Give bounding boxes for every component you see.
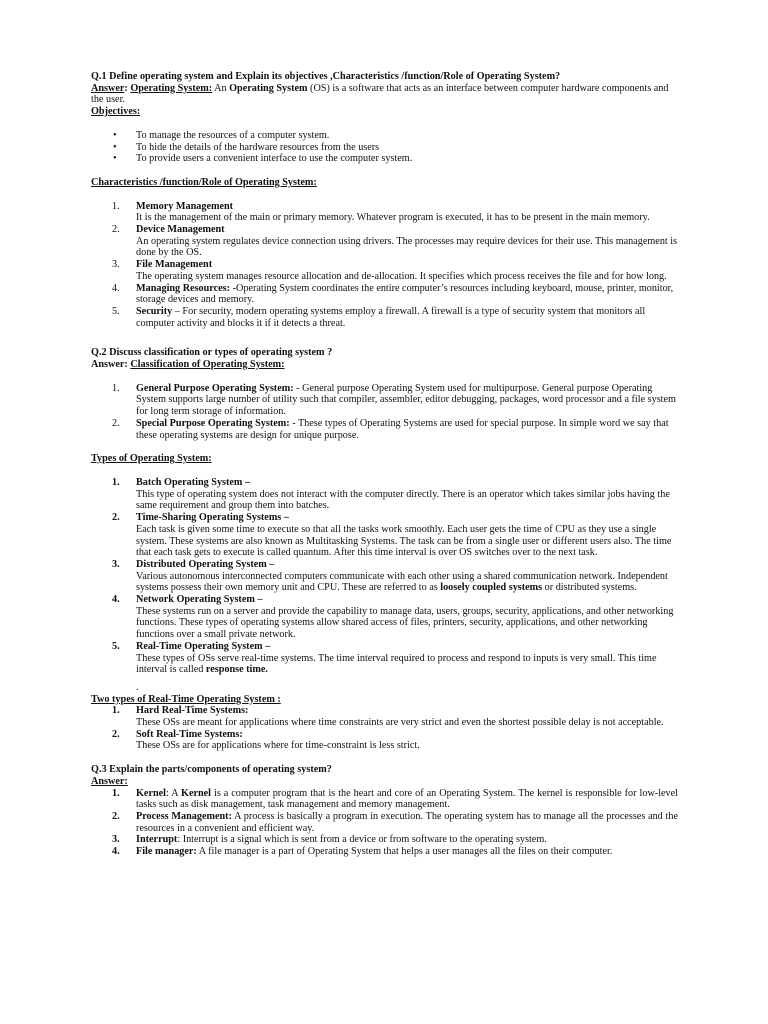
types-list (91, 477, 678, 676)
list-item: 4. Network Operating System – These systems run on a server and provide the capability to manage data, users, groups, security, applications, and other networking functions. These types of operating systems allow shared access of files, printers, security, applications, and other networking functions over a small private network. (112, 594, 674, 641)
list-item: 2. Soft Real-Time Systems: These OSs are for applications where for time-constraint is less strict. (112, 728, 420, 752)
answer-label: Answer (91, 82, 125, 94)
components-list (91, 788, 678, 858)
objectives-list (91, 130, 678, 165)
list-item: 3. Distributed Operating System – Various autonomous interconnected computers communicate with each other using a shared communication network. Independent systems possess their own memory unit and CPU. These are referred to as loosely coupled systems or distributed systems. (112, 558, 668, 594)
os-term: Operating System: (130, 82, 213, 94)
q1-answer: Answer: Operating System: An Operating System (OS) is a software that acts as an interface between computer hardware components and the user. (91, 82, 669, 106)
stray-dot: . (136, 681, 139, 693)
list-item: 2. Device Management An operating system regulates device connection using drivers. The processes may require devices for their use. This management is done by the OS. (112, 224, 678, 259)
q3-answer-label: Answer: (91, 775, 128, 787)
list-item: 2. Process Management: A process is basically a program in execution. The operating system has to manage all the processes and the resources in a convenient and efficient way. (112, 810, 678, 834)
list-item: 3. Interrupt: Interrupt is a signal which is sent from a device or from software to the operating system. (112, 834, 547, 846)
document-page (91, 71, 678, 858)
list-item: 5. Real-Time Operating System – These types of OSs serve real-time systems. The time interval required to process and respond to inputs is very small. This time interval is called response time. (112, 640, 657, 676)
classification-list (91, 383, 678, 442)
classification-heading: Classification of Operating System: (130, 359, 285, 371)
list-item: 3. File Management The operating system manages resource allocation and de-allocation. It specifies which process receives the file and for how long. (112, 259, 667, 282)
list-item: 1. Memory Management It is the management of the main or primary memory. Whatever program is executed, it has to be present in the main memory. (112, 200, 650, 224)
list-item: 1. Batch Operating System – This type of operating system does not interact with the computer directly. There is an operator which takes similar jobs having the same requirement and group them into batches. (112, 476, 670, 512)
objectives-heading: Objectives: (91, 106, 141, 118)
realtime-list (91, 705, 678, 752)
characteristics-list (91, 201, 678, 330)
question-3: Q.3 Explain the parts/components of operating system? (91, 764, 332, 776)
list-item: 1. Hard Real-Time Systems: These OSs are meant for applications where time constraints are very strict and even the shortest possible delay is not acceptable. (112, 705, 664, 729)
list-item: 1. Kernel: A Kernel is a computer program that is the heart and core of an Operating System. The kernel is responsible for low-level tasks such as disk management, task management and memory management. (112, 787, 678, 811)
q2-answer: Answer: Classification of Operating System: (91, 359, 285, 371)
list-item: 1. General Purpose Operating System: - General purpose Operating System used for multipurpose. General purpose Operating System supports large number of utility such that compiler, assembler, editor debugging, packages, word processor and a file system for long term storage of information. (112, 382, 676, 418)
list-item: 2. Special Purpose Operating System: - These types of Operating Systems are used for special purpose. In simple word we say that these operating systems are design for unique purpose. (112, 417, 669, 441)
list-item: 4. File manager: A file manager is a part of Operating System that helps a user manages all the files on their computer. (112, 846, 613, 858)
list-item: • To provide users a convenient interface to use the computer system. (91, 153, 678, 165)
question-1: Q.1 Define operating system and Explain its objectives ,Characteristics /function/Role of Operating System? (91, 71, 561, 82)
list-item: 5. Security – For security, modern operating systems employ a firewall. A firewall is a type of security system that monitors all computer activity and blocks it if it detects a threat. (112, 305, 646, 329)
list-item: 2. Time-Sharing Operating Systems – Each task is given some time to execute so that all the tasks work smoothly. Each user gets the time of CPU as they use a single system. These systems are also known as Multitasking Systems. The task can be from a single user or different users also. The time that each task gets to execute is called quantum. After this time interval is over OS switches over to the next task. (112, 512, 672, 559)
list-item: • To hide the details of the hardware resources from the users (91, 142, 678, 154)
list-item: 4. Managing Resources: -Operating System coordinates the entire computer’s resources including keyboard, mouse, printer, monitor, storage devices and memory. (112, 282, 674, 306)
list-item: • To manage the resources of a computer system. (91, 130, 678, 142)
realtime-heading: Two types of Real-Time Operating System : (91, 693, 281, 705)
question-2: Q.2 Discuss classification or types of operating system ? (91, 347, 333, 359)
types-heading: Types of Operating System: (91, 453, 212, 465)
characteristics-heading: Characteristics /function/Role of Operating System: (91, 176, 317, 188)
